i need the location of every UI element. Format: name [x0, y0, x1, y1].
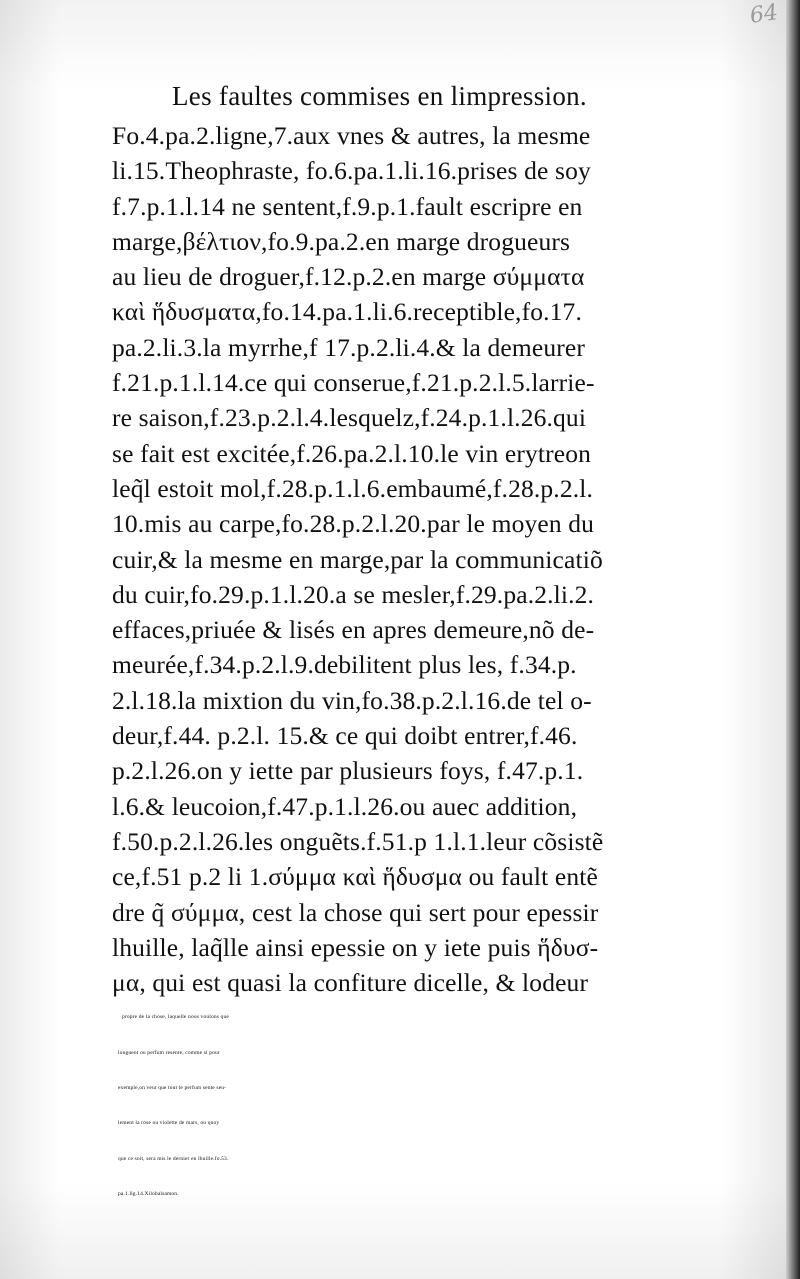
errata-line: p.2.l.26.on y iette par plusieurs foys, f.47.p.1.	[112, 756, 584, 786]
errata-line: f.7.p.1.l.14 ne sentent,f.9.p.1.fault escripre en	[112, 191, 583, 221]
errata-line: 10.mis au carpe,fo.28.p.2.l.20.par le moyen du	[112, 509, 595, 539]
errata-line: du cuir,fo.29.p.1.l.20.a se mesler,f.29.pa.2.li.2.	[112, 579, 595, 609]
errata-line: 2.l.18.la mixtion du vin,fo.38.p.2.l.16.de tel o-	[112, 685, 592, 715]
errata-line: pa.1.lig.14.Xilobalsamon.	[118, 1190, 179, 1197]
errata-line: deur,f.44. p.2.l. 15.& ce qui doibt entrer,f.46.	[112, 721, 578, 751]
errata-line: f.21.p.1.l.14.ce qui conserue,f.21.p.2.l.5.larrie-	[112, 368, 595, 398]
errata-line: leq̃l estoit mol,f.28.p.1.l.6.embaumé,f.28.p.2.l.	[112, 473, 594, 503]
errata-line: re saison,f.23.p.2.l.4.lesquelz,f.24.p.1.l.26.qui	[112, 403, 587, 433]
errata-line: que ce soit, sera mis le dernier en lhuille.fo.53.	[118, 1155, 229, 1162]
errata-line: se fait est excitée,f.26.pa.2.l.10.le vin erytreon	[112, 438, 592, 468]
errata-line: cuir,& la mesme en marge,par la communicatiõ	[112, 544, 603, 574]
errata-line: propre de la chose, laquelle nous voulons que	[122, 1014, 229, 1021]
errata-line: marge,βέλτιον,fo.9.pa.2.en marge drogueurs	[112, 226, 571, 256]
errata-line: au lieu de droguer,f.12.p.2.en marge σύμματα	[112, 262, 585, 292]
errata-line: l.6.& leucoion,f.47.p.1.l.26.ou auec addition,	[112, 791, 578, 821]
errata-line: li.15.Theophraste, fo.6.pa.1.li.16.prises de soy	[112, 156, 591, 186]
errata-text-block	[112, 78, 772, 1212]
errata-line: exemple,on veut que tout le perfum sente seu-	[118, 1085, 227, 1092]
errata-line: effaces,priuée & lisés en apres demeure,nõ de-	[112, 615, 595, 645]
errata-line: ce,f.51 p.2 li 1.σύμμα καὶ ἥδυσμα ou fault entẽ	[112, 862, 598, 892]
errata-heading: Les faultes commises en limpression.	[172, 81, 587, 111]
errata-line: longuent ou perfum resente, comme si pour	[118, 1049, 220, 1056]
errata-line: lhuille, laq̃lle ainsi epessie on y iete puis ἥδυσ-	[112, 932, 599, 962]
errata-line: μα, qui est quasi la confiture dicelle, & lodeur	[112, 968, 589, 998]
handwritten-folio-number: 64	[748, 0, 780, 29]
errata-line: καὶ ἥδυσματα,fo.14.pa.1.li.6.receptible,fo.17.	[112, 297, 582, 327]
errata-line: f.50.p.2.l.26.les onguẽts.f.51.p 1.l.1.leur cõsistẽ	[112, 826, 604, 856]
errata-line: pa.2.li.3.la myrrhe,f 17.p.2.li.4.& la demeurer	[112, 332, 585, 362]
page-gutter-shadow	[786, 0, 800, 1279]
errata-line: lement la rose ou violette de mars, ou quoy	[118, 1120, 220, 1127]
errata-line: Fo.4.pa.2.ligne,7.aux vnes & autres, la mesme	[112, 121, 591, 150]
errata-line: dre q̃ σύμμα, cest la chose qui sert pour epessir	[112, 897, 599, 927]
errata-line: meurée,f.34.p.2.l.9.debilitent plus les, f.34.p.	[112, 650, 577, 680]
